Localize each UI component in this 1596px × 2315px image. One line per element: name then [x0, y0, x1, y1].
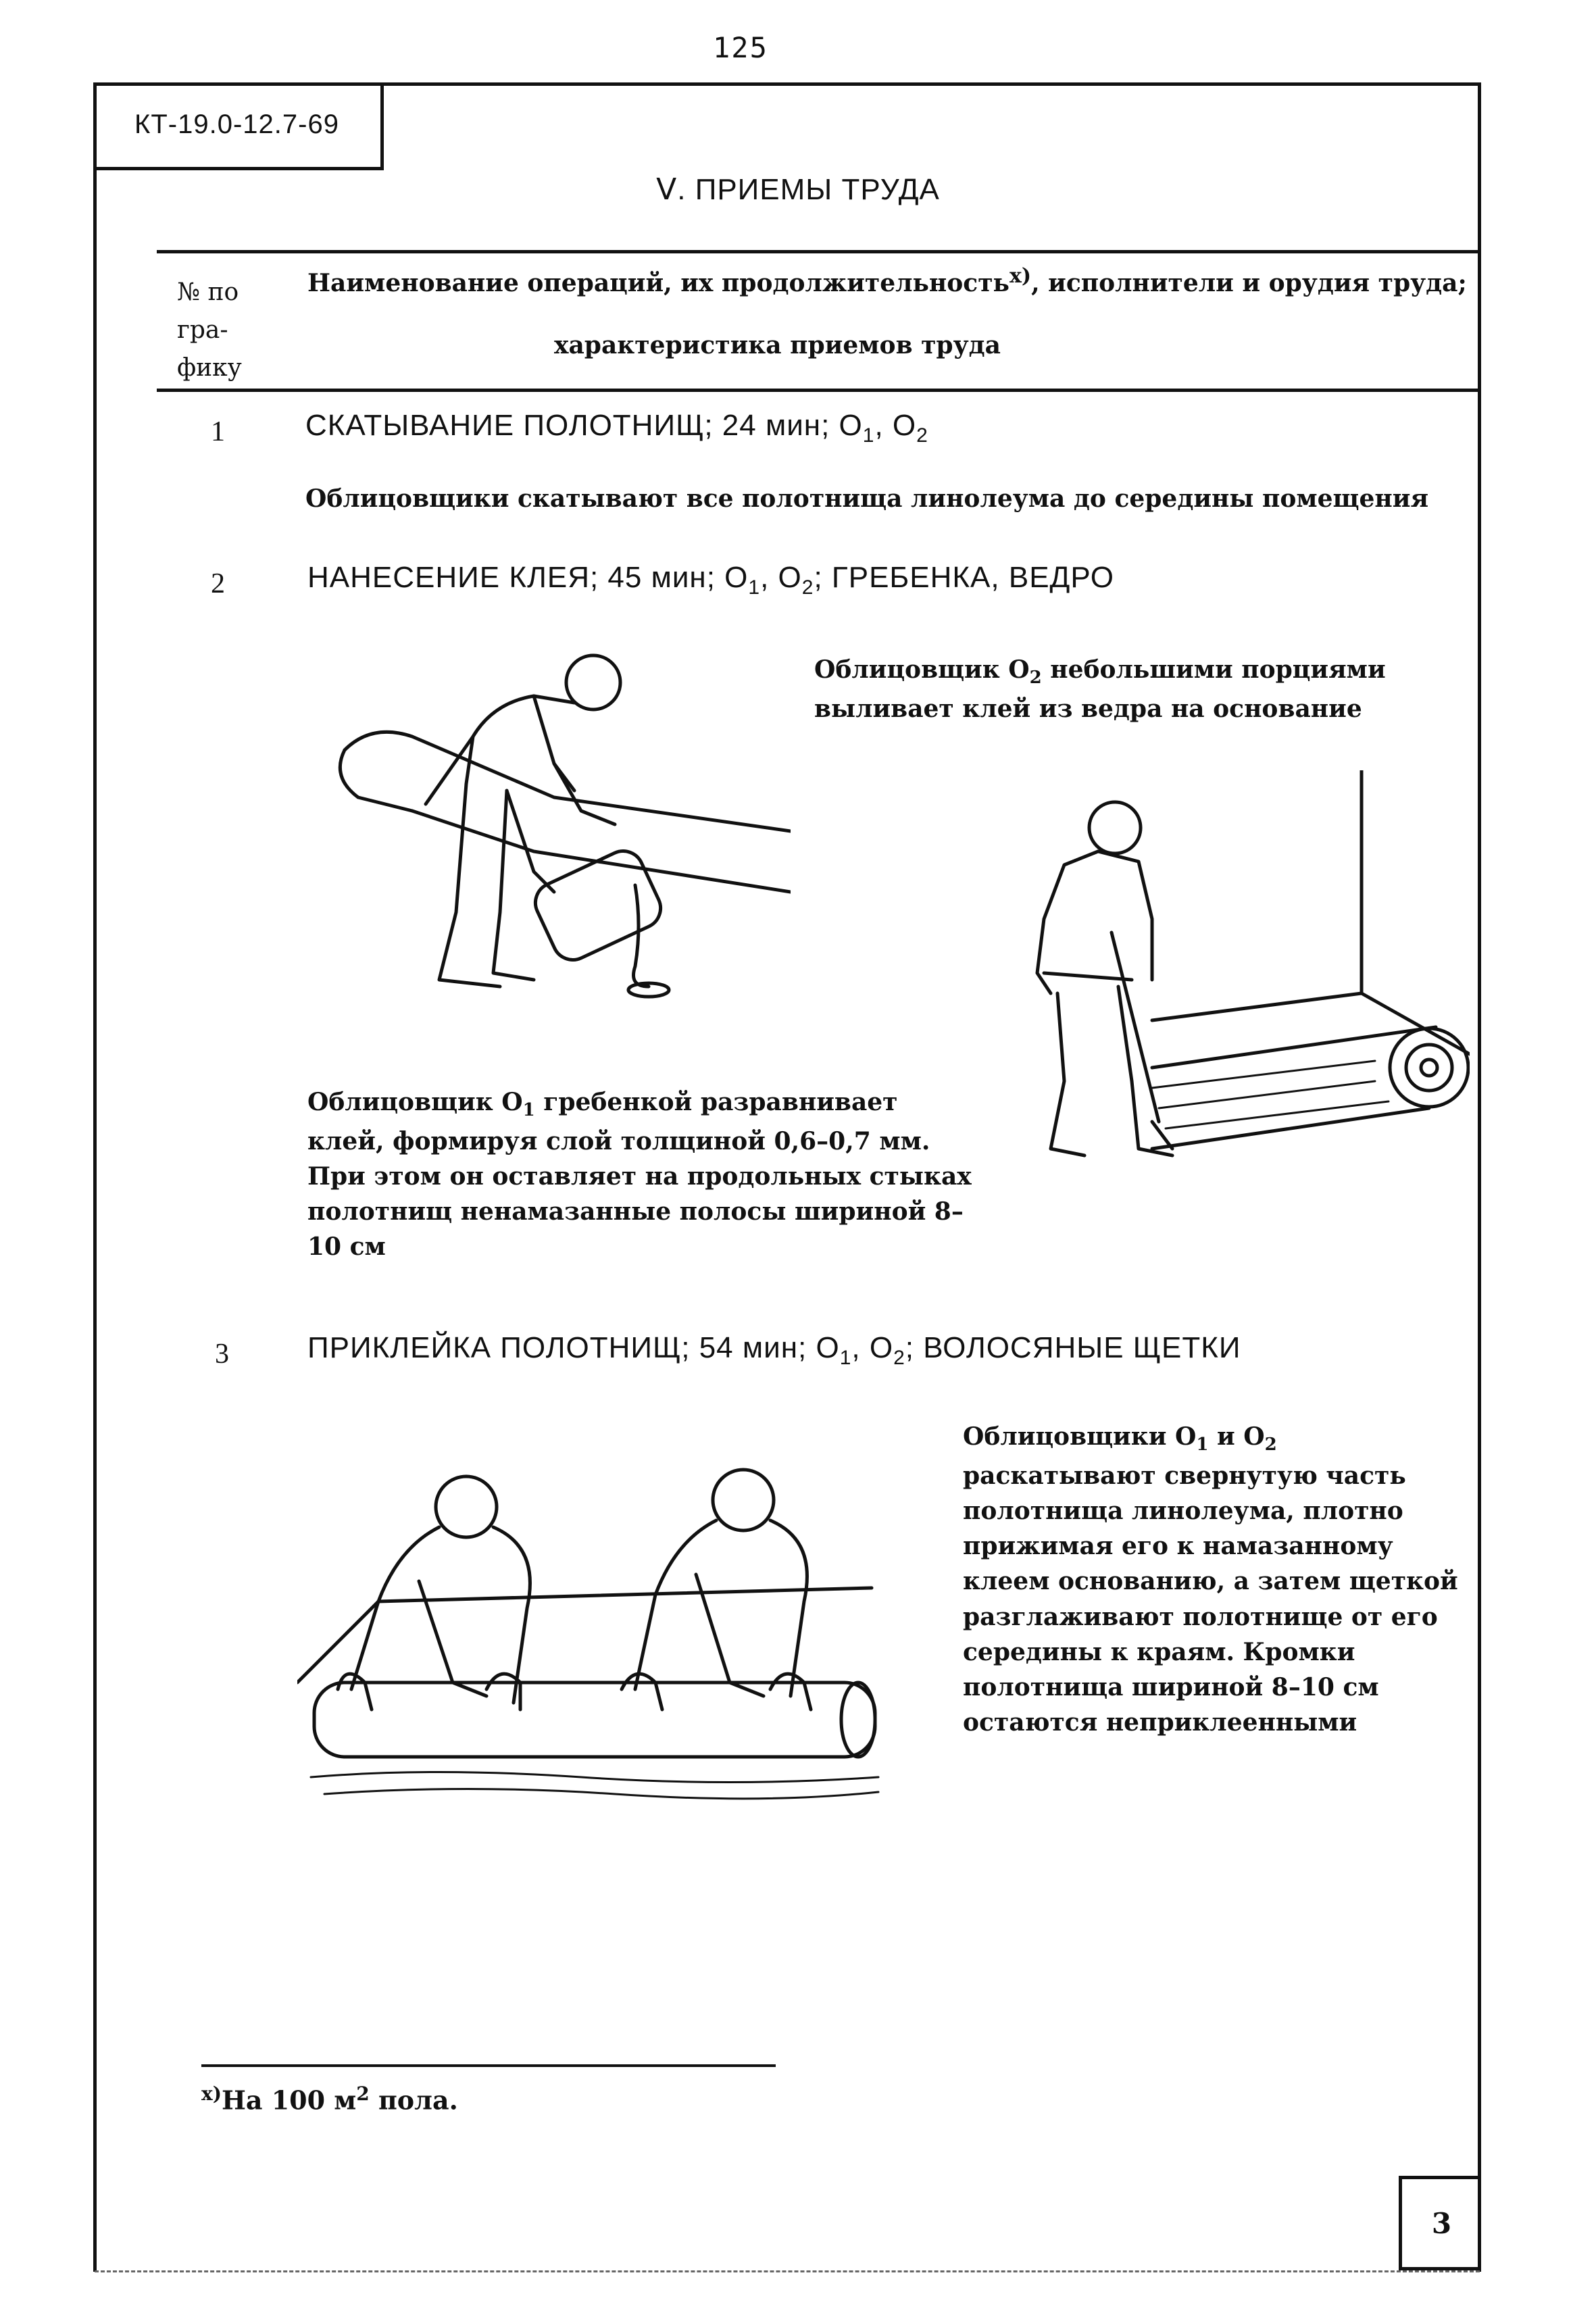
footnote-sup: 2 [356, 2083, 370, 2105]
operation-3-title-b: , О [851, 1331, 894, 1364]
operation-2-number: 2 [211, 568, 225, 599]
illustration-rolling-linoleum [297, 1460, 892, 1811]
page-number: 125 [713, 31, 768, 64]
column-description-header [307, 260, 1467, 303]
operation-3-title-c: ; ВОЛОСЯНЫЕ ЩЕТКИ [905, 1331, 1241, 1364]
footnote-rule [201, 2064, 776, 2067]
operation-2-text-left-a: Облицовщик О [307, 1088, 523, 1116]
operation-1-title-sub2: 2 [916, 424, 928, 447]
operation-3-title-a: ПРИКЛЕЙКА ПОЛОТНИЩ; 54 мин; О [307, 1331, 840, 1364]
operation-1-title [305, 409, 928, 447]
operation-3-text-sub1: 1 [1196, 1435, 1209, 1455]
header-top-rule [157, 250, 1480, 253]
column-description-header-line2: характеристика приемов труда [554, 331, 1001, 359]
header-text-a: Наименование операций, их продолжительность [307, 269, 1009, 297]
operation-2-text-left [307, 1085, 976, 1265]
operation-1-text: Облицовщики скатывают все полотнища линолеума до середины помещения [305, 484, 1429, 513]
operation-1-title-b: , О [874, 409, 917, 442]
operation-2-title-b: , О [760, 561, 802, 594]
operation-2-title-a: НАНЕСЕНИЕ КЛЕЯ; 45 мин; О [307, 561, 749, 594]
operation-1-number: 1 [211, 416, 225, 447]
column-number-line3: фику [177, 353, 242, 382]
column-number-header [177, 274, 242, 387]
operation-1-title-a: СКАТЫВАНИЕ ПОЛОТНИЩ; 24 мин; О [305, 409, 863, 442]
footnote-text-b: пола. [369, 2085, 458, 2116]
operation-2-title-c: ; ГРЕБЕНКА, ВЕДРО [814, 561, 1114, 594]
operation-2-text-left-b: гребенкой разравнивает клей, формируя слой толщиной 0,6–0,7 мм. При этом он оставляет на продольных стыках полотнищ ненамазанные полосы шириной 8–10 см [307, 1088, 972, 1262]
operation-2-text-right-b: небольшими порциями выливает клей из ведра на основание [814, 655, 1386, 723]
operation-3-title [307, 1331, 1241, 1370]
bottom-edge [95, 2270, 1480, 2272]
operation-3-text-a: Облицовщики О [963, 1422, 1197, 1451]
operation-2-title-sub2: 2 [801, 576, 814, 599]
operation-2-title [307, 561, 1114, 599]
operation-2-text-right [814, 652, 1449, 726]
sheet-number: 3 [1399, 2176, 1481, 2270]
operation-3-text-b: и О [1208, 1422, 1265, 1451]
operation-2-title-sub1: 1 [748, 576, 761, 599]
operation-2-text-right-a: Облицовщик О [814, 655, 1030, 684]
header-bottom-rule [157, 389, 1480, 392]
footnote-mark: x) [201, 2083, 222, 2105]
header-footnote-mark: x) [1009, 264, 1032, 288]
operation-2-text-left-sub: 1 [522, 1100, 535, 1121]
header-text-b: , исполнители и орудия труда; [1031, 269, 1467, 297]
column-number-line1: № по [177, 278, 239, 306]
operation-1-title-sub1: 1 [862, 424, 875, 447]
document-code: КТ-19.0-12.7-69 [93, 82, 384, 170]
operation-3-text-c: раскатывают свернутую часть полотнища линолеума, плотно прижимая его к намазанному клеем основанию, а затем щеткой разглаживают полотнище от его середины к краям. Кромки полотнища шириной 8–10 см остаются неприклеенными [963, 1461, 1458, 1737]
footnote-text-a: На 100 м [221, 2085, 357, 2116]
operation-3-number: 3 [215, 1339, 229, 1370]
operation-3-text-sub2: 2 [1264, 1435, 1277, 1455]
operation-3-text [963, 1419, 1476, 1740]
frame-left-border [93, 82, 97, 2272]
section-title: Ⅴ. ПРИЕМЫ ТРУДА [656, 173, 940, 206]
footnote [201, 2083, 458, 2116]
frame-right-border [1478, 82, 1481, 2272]
operation-3-title-sub2: 2 [893, 1346, 905, 1369]
column-number-line2: гра- [177, 316, 228, 344]
operation-3-title-sub1: 1 [839, 1346, 852, 1369]
illustration-pouring-glue [331, 628, 791, 1007]
operation-2-text-right-sub: 2 [1029, 668, 1042, 689]
illustration-spreading-glue [997, 770, 1470, 1203]
